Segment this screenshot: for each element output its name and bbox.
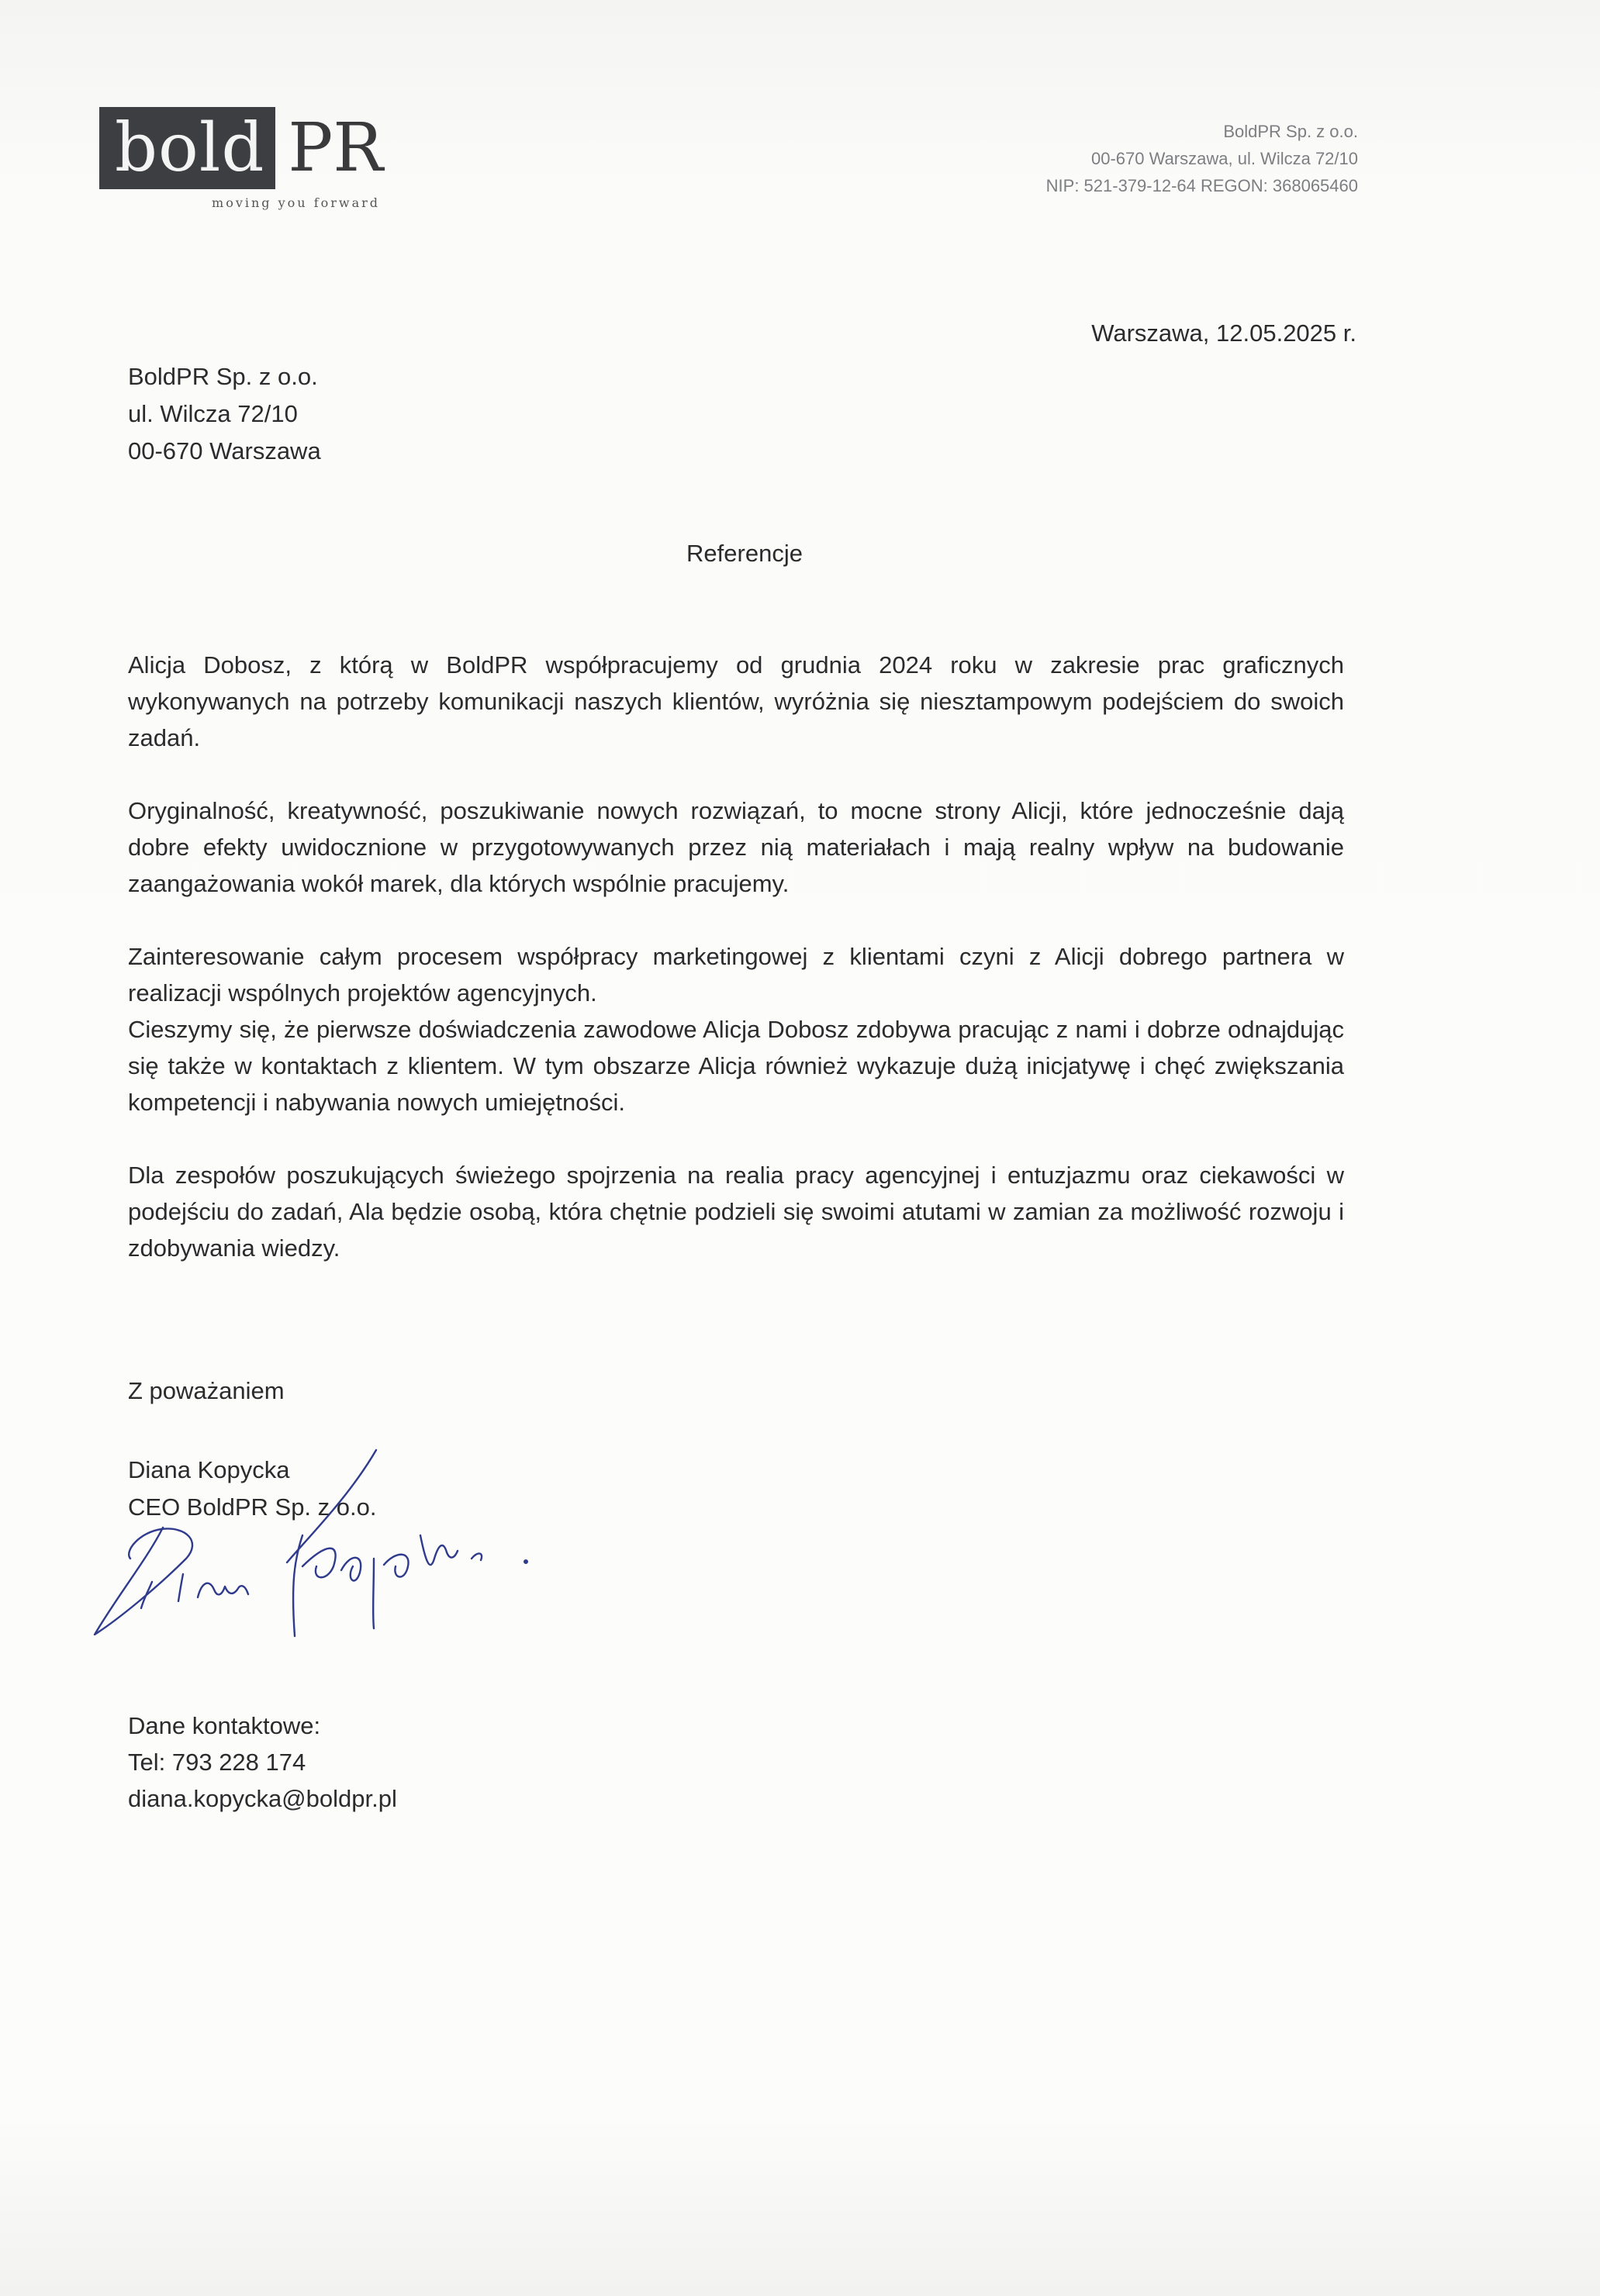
body-paragraph: Oryginalność, kreatywność, poszukiwanie nowych rozwiązań, to mocne strony Alicji, które jednocześnie dają dobre efekty uwidocznione w przygotowywanych przez nią materiałach i mają realny wpływ na budowanie zaangażowania wokół marek, dla których wspólnie pracujemy. bbox=[128, 797, 1344, 897]
letter-body bbox=[128, 647, 1344, 1303]
body-paragraph: Cieszymy się, że pierwsze doświadczenia zawodowe Alicja Dobosz zdobywa pracując z nami i dobrze odnajdując się także w kontaktach z klientem. W tym obszarze Alicja również wykazuje dużą inicjatywę i chęć zwiększania kompetencji i nabywania nowych umiejętności. bbox=[128, 1016, 1344, 1116]
signer-title: CEO BoldPR Sp. z o.o. bbox=[128, 1493, 377, 1521]
recipient-line: ul. Wilcza 72/10 bbox=[128, 400, 298, 427]
company-registration-line: NIP: 521-379-12-64 REGON: 368065460 bbox=[1045, 176, 1358, 195]
logo-word-pr: PR bbox=[288, 109, 384, 187]
body-paragraph: Zainteresowanie całym procesem współpracy marketingowej z klientami czyni z Alicji dobrego partnera w realizacji wspólnych projektów agencyjnych. bbox=[128, 943, 1344, 1006]
letter-date: Warszawa, 12.05.2025 r. bbox=[1091, 319, 1356, 347]
recipient-line: 00-670 Warszawa bbox=[128, 437, 321, 464]
body-paragraph: Dla zespołów poszukujących świeżego spojrzenia na realia pracy agencyjnej i entuzjazmu oraz ciekawości w podejściu do zadań, Ala będzie osobą, która chętnie podzieli się swoimi atutami w zamian za możliwość rozwoju i zdobywania wiedzy. bbox=[128, 1162, 1344, 1262]
company-info bbox=[1046, 118, 1358, 199]
recipient-line: BoldPR Sp. z o.o. bbox=[128, 363, 318, 390]
company-address-line: 00-670 Warszawa, ul. Wilcza 72/10 bbox=[1091, 149, 1358, 168]
contact-email: diana.kopycka@boldpr.pl bbox=[128, 1785, 397, 1812]
handwritten-signature bbox=[70, 1442, 551, 1663]
signer-name: Diana Kopycka bbox=[128, 1456, 290, 1483]
closing-salutation: Z poważaniem bbox=[128, 1377, 285, 1404]
logo-tagline: moving you forward bbox=[212, 195, 381, 210]
letter-title: Referencje bbox=[686, 540, 803, 567]
company-logo bbox=[99, 107, 383, 210]
contact-heading: Dane kontaktowe: bbox=[128, 1712, 321, 1739]
body-paragraph: Alicja Dobosz, z którą w BoldPR współpracujemy od grudnia 2024 roku w zakresie prac graficznych wykonywanych na potrzeby komunikacji naszych klientów, wyróżnia się niesztampowym podejściem do swoich zadań. bbox=[128, 651, 1344, 751]
recipient-address bbox=[128, 358, 321, 470]
contact-phone: Tel: 793 228 174 bbox=[128, 1749, 306, 1776]
contact-details bbox=[128, 1707, 397, 1817]
logo-word-bold: bold bbox=[99, 107, 275, 189]
company-name-line: BoldPR Sp. z o.o. bbox=[1223, 122, 1358, 141]
